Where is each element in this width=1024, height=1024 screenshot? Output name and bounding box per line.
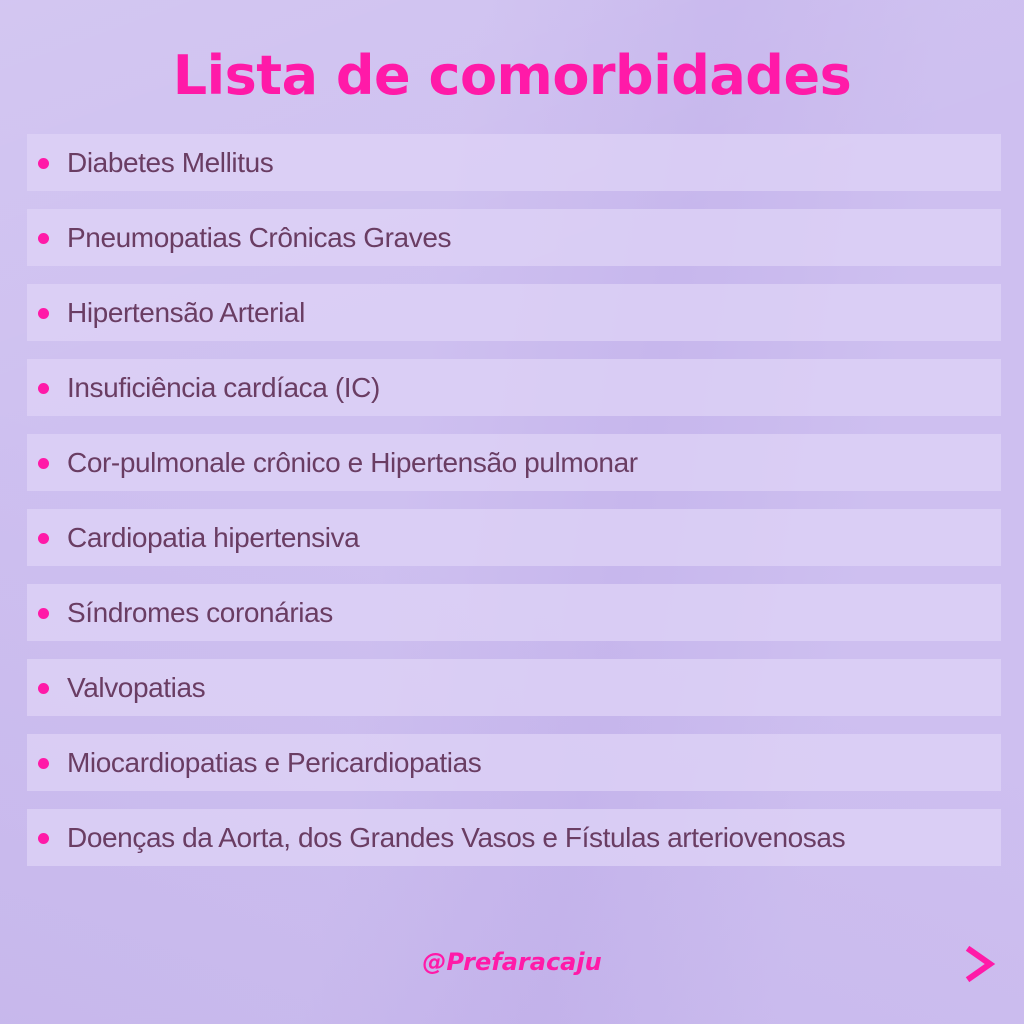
comorbidity-list [27, 134, 1001, 884]
bullet-icon [38, 233, 49, 244]
bullet-icon [38, 158, 49, 169]
list-item-label: Pneumopatias Crônicas Graves [67, 221, 452, 253]
list-item-label: Insuficiência cardíaca (IC) [67, 371, 380, 403]
list-item [27, 284, 1001, 341]
list-item [27, 734, 1001, 791]
list-item-label: Doenças da Aorta, dos Grandes Vasos e Fístulas arteriovenosas [67, 821, 846, 853]
list-item [27, 209, 1001, 266]
bullet-icon [38, 383, 49, 394]
list-item [27, 509, 1001, 566]
list-item-label: Cor-pulmonale crônico e Hipertensão pulmonar [67, 446, 638, 478]
list-item [27, 584, 1001, 641]
list-item-label: Síndromes coronárias [67, 596, 333, 628]
chevron-right-icon[interactable] [960, 944, 1000, 984]
list-item-label: Valvopatias [67, 671, 206, 703]
bullet-icon [38, 458, 49, 469]
bullet-icon [38, 833, 49, 844]
bullet-icon [38, 683, 49, 694]
page-title: Lista de comorbidades [172, 44, 852, 107]
list-item-label: Hipertensão Arterial [67, 296, 305, 328]
list-item-label: Miocardiopatias e Pericardiopatias [67, 746, 482, 778]
bullet-icon [38, 608, 49, 619]
list-item [27, 434, 1001, 491]
bullet-icon [38, 758, 49, 769]
list-item-label: Cardiopatia hipertensiva [67, 521, 360, 553]
list-item-label: Diabetes Mellitus [67, 146, 274, 178]
bullet-icon [38, 533, 49, 544]
list-item [27, 359, 1001, 416]
list-item [27, 809, 1001, 866]
social-handle: @Prefaracaju [422, 948, 602, 976]
list-item [27, 659, 1001, 716]
list-item [27, 134, 1001, 191]
bullet-icon [38, 308, 49, 319]
